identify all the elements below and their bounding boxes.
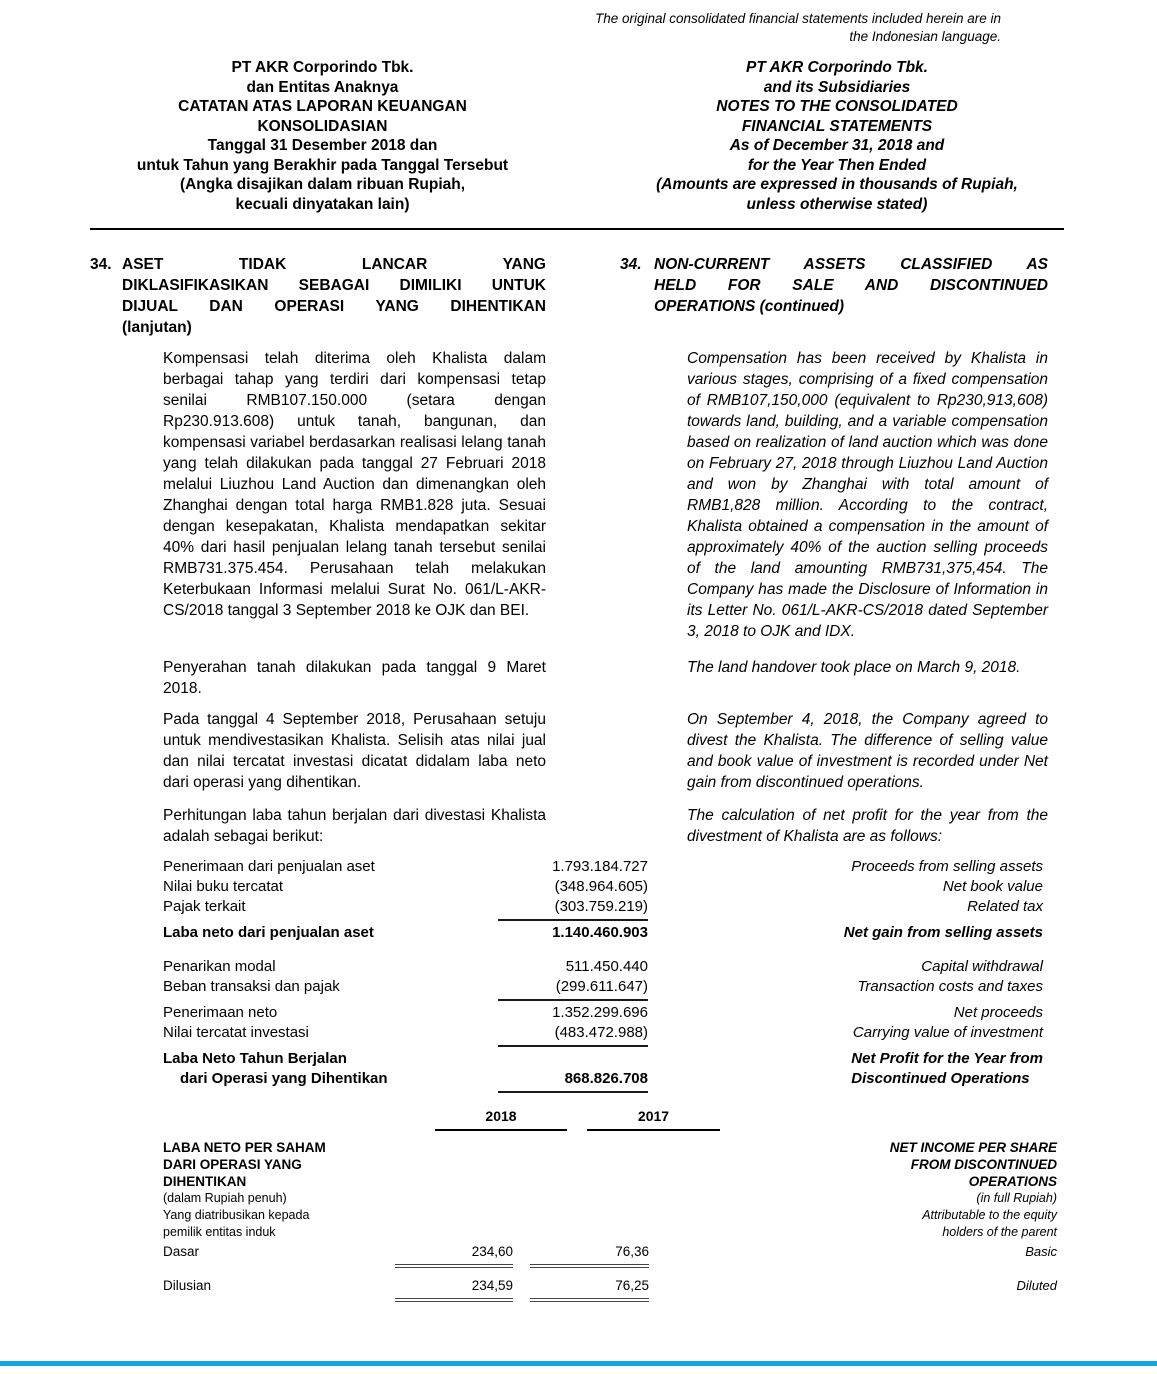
row-amount: (348.964.605) xyxy=(554,878,648,895)
label-row xyxy=(0,1190,1157,1207)
section-number: 34. xyxy=(90,256,112,273)
label-row xyxy=(0,1139,1157,1156)
section-title-line: HELD FOR SALE AND DISCONTINUED xyxy=(654,277,1048,294)
language-note xyxy=(0,0,1157,46)
total-label-line: Discontinued Operations xyxy=(851,1070,1030,1087)
row-label-english: Proceeds from selling assets xyxy=(851,858,1043,875)
per-share-labels xyxy=(0,1139,1157,1241)
row-label-english: Carrying value of investment xyxy=(852,1024,1043,1041)
label-indonesian: (dalam Rupiah penuh) xyxy=(163,1191,287,1205)
table-row-subtotal xyxy=(0,923,1157,943)
total-label-line: Net Profit for the Year from xyxy=(851,1050,1043,1067)
section-title-line: (lanjutan) xyxy=(122,319,192,336)
row-label-indonesian: Beban transaksi dan pajak xyxy=(163,978,340,995)
value-2017: 76,36 xyxy=(615,1244,649,1259)
row-label-indonesian: Penerimaan neto xyxy=(163,1004,278,1021)
row-label-english: Transaction costs and taxes xyxy=(857,978,1043,995)
section-title-indonesian xyxy=(122,254,546,338)
row-label-english xyxy=(648,1049,1064,1089)
section-title-line: DIKLASIFIKASIKAN SEBAGAI DIMILIKI UNTUK xyxy=(122,277,546,294)
header-line: Tanggal 31 Desember 2018 dan xyxy=(207,137,438,154)
language-note-line2: the Indonesian language. xyxy=(849,29,1001,44)
label-english: Attributable to the equity xyxy=(922,1208,1057,1222)
value-2018: 234,59 xyxy=(471,1278,513,1293)
table-row xyxy=(0,957,1157,977)
section-heading-english xyxy=(620,254,1064,338)
per-share-row-diluted xyxy=(0,1277,1157,1295)
paragraph-indonesian: Perhitungan laba tahun berjalan dari divestasi Khalista adalah sebagai berikut: xyxy=(163,807,546,845)
header-block-indonesian xyxy=(90,58,555,214)
row-amount: (483.472.988) xyxy=(554,1024,648,1041)
paragraph-english: Compensation has been received by Khalista in various stages, comprising of a fixed compensation of RMB107,150,000 (equivalent to Rp230,913,608) towards land, building, and a variable compensation based on realization of land auction which was done on February 27, 2018 through Liuzhou Land Auction and won by Zhanghai with total amount of RMB1,828 million. According to the contract, Khalista obtained a compensation in the amount of approximately 40% of the auction selling proceeds of the land amounting RMB731,375,454. The Company has made the Disclosure of Information in its Letter No. 061/L-AKR-CS/2018 dated September 3, 2018 to OJK and IDX. xyxy=(687,350,1048,640)
row-amount: 1.140.460.903 xyxy=(552,924,648,941)
header-line: and its Subsidiaries xyxy=(763,78,911,96)
row-label-indonesian: Penerimaan dari penjualan aset xyxy=(163,858,375,875)
double-rule-2018 xyxy=(395,1264,513,1268)
header-line: FINANCIAL STATEMENTS xyxy=(741,117,933,135)
label-row xyxy=(0,1224,1157,1241)
label-row xyxy=(0,1173,1157,1190)
paragraph-indonesian: Pada tanggal 4 September 2018, Perusahaan setuju untuk mendivestasikan Khalista. Selisih atas nilai jual dan nilai tercatat investasi dicatat didalam laba neto dari operasi yang dihentikan. xyxy=(163,711,546,791)
header-line: NOTES TO THE CONSOLIDATED xyxy=(716,98,958,115)
table-row xyxy=(0,977,1157,997)
table-row-total xyxy=(0,1049,1157,1089)
subtotal-rule xyxy=(498,999,648,1001)
label-english: holders of the parent xyxy=(942,1225,1057,1239)
section-title-line: DIJUAL DAN OPERASI YANG DIHENTIKAN xyxy=(122,298,546,315)
paragraph-row-divestment xyxy=(0,709,1157,793)
row-label-english: Net gain from selling assets xyxy=(843,924,1043,941)
row-label-english: Capital withdrawal xyxy=(921,958,1043,975)
row-label-english: Net book value xyxy=(942,878,1043,895)
row-label-english: Diluted xyxy=(1016,1278,1057,1293)
double-rule-row xyxy=(0,1298,1157,1302)
total-rule xyxy=(498,1091,648,1093)
table-spacer xyxy=(0,943,1157,957)
total-label-line: Laba Neto Tahun Berjalan xyxy=(163,1050,347,1067)
header-line: kecuali dinyatakan lain) xyxy=(235,195,410,213)
table-row xyxy=(0,1003,1157,1023)
section-number: 34. xyxy=(620,256,642,273)
header-line: KONSOLIDASIAN xyxy=(257,117,388,135)
row-label-indonesian: Dilusian xyxy=(163,1278,212,1293)
label-row xyxy=(0,1207,1157,1224)
header-line: unless otherwise stated) xyxy=(746,195,928,213)
table-spacer xyxy=(0,1268,1157,1275)
total-label-line: dari Operasi yang Dihentikan xyxy=(180,1070,388,1087)
header-line: dan Entitas Anaknya xyxy=(246,78,399,96)
value-2018: 234,60 xyxy=(471,1244,513,1259)
row-label-indonesian: Nilai tercatat investasi xyxy=(163,1024,309,1041)
row-amount: 868.826.708 xyxy=(564,1070,648,1087)
paragraph-row-calculation-intro xyxy=(0,805,1157,847)
double-rule-2017 xyxy=(530,1298,649,1302)
subtotal-rule xyxy=(498,1045,648,1047)
paragraph-row-handover xyxy=(0,657,1157,699)
paragraph-english: The land handover took place on March 9, 2018. xyxy=(687,659,1021,676)
label-english: (in full Rupiah) xyxy=(976,1191,1057,1205)
value-2017: 76,25 xyxy=(615,1278,649,1293)
document-headers xyxy=(0,46,1157,214)
table-row xyxy=(0,1023,1157,1043)
table-row xyxy=(0,857,1157,877)
paragraph-row-compensation xyxy=(0,348,1157,642)
paragraph-english: On September 4, 2018, the Company agreed to divest the Khalista. The difference of selling value and book value of investment is recorded under Net gain from discontinued operations. xyxy=(687,711,1048,791)
header-line: untuk Tahun yang Berakhir pada Tanggal Tersebut xyxy=(136,156,509,174)
header-line: for the Year Then Ended xyxy=(747,156,927,174)
row-label-english: Related tax xyxy=(967,898,1043,915)
row-amount: 1.352.299.696 xyxy=(552,1004,648,1021)
header-line: PT AKR Corporindo Tbk. xyxy=(231,59,414,76)
net-profit-calculation-table xyxy=(0,857,1157,1093)
year-header-row xyxy=(0,1107,1157,1131)
section-title-line: NON-CURRENT ASSETS CLASSIFIED AS xyxy=(654,256,1048,273)
label-english: FROM DISCONTINUED xyxy=(910,1157,1057,1172)
column-header-2018: 2018 xyxy=(435,1107,567,1131)
label-indonesian: DIHENTIKAN xyxy=(163,1174,247,1189)
row-label-indonesian xyxy=(163,1049,448,1089)
header-line: As of December 31, 2018 and xyxy=(729,137,945,154)
paragraph-indonesian: Kompensasi telah diterima oleh Khalista dalam berbagai tahap yang terdiri dari kompensasi tetap senilai RMB107.150.000 (setara dengan Rp230.913.608) untuk tanah, bangunan, dan kompensasi variabel berdasarkan realisasi lelang tanah yang telah dilakukan pada tanggal 27 Februari 2018 melalui Liuzhou Land Auction dan dimenangkan oleh Zhanghai dengan total harga RMB1.828 juta. Sesuai dengan kesepakatan, Khalista mendapatkan sekitar 40% dari hasil penjualan lelang tanah tersebut senilai RMB731.375.454. Perusahaan telah melakukan Keterbukaan Informasi melalui Surat No. 061/L-AKR-CS/2018 tanggal 3 September 2018 ke OJK dan BEI. xyxy=(163,350,546,619)
row-label-indonesian: Laba neto dari penjualan aset xyxy=(163,924,374,941)
table-row xyxy=(0,897,1157,917)
label-english: OPERATIONS xyxy=(968,1174,1057,1189)
row-amount: 1.793.184.727 xyxy=(552,858,648,875)
column-header-2017: 2017 xyxy=(587,1107,720,1131)
section-heading-indonesian xyxy=(90,254,546,338)
header-line: PT AKR Corporindo Tbk. xyxy=(746,59,928,76)
net-income-per-share-table xyxy=(0,1107,1157,1302)
label-english: NET INCOME PER SHARE xyxy=(889,1140,1057,1155)
row-amount: (299.611.647) xyxy=(555,978,648,995)
row-label-indonesian: Pajak terkait xyxy=(163,898,246,915)
total-english-block xyxy=(851,1049,1043,1089)
double-rule-2018 xyxy=(395,1298,513,1302)
label-indonesian: pemilik entitas induk xyxy=(163,1225,276,1239)
header-line: (Angka disajikan dalam ribuan Rupiah, xyxy=(179,176,466,193)
row-label-english: Basic xyxy=(1025,1244,1057,1259)
row-label-indonesian: Nilai buku tercatat xyxy=(163,878,284,895)
row-label-indonesian: Penarikan modal xyxy=(163,958,276,975)
row-amount: 511.450.440 xyxy=(565,958,648,975)
row-label-indonesian: Dasar xyxy=(163,1244,200,1259)
footer-accent-bar xyxy=(0,1361,1157,1366)
header-divider-rule xyxy=(90,228,1064,230)
label-indonesian: LABA NETO PER SAHAM xyxy=(163,1140,326,1155)
section-title-english xyxy=(654,254,1048,338)
label-row xyxy=(0,1156,1157,1173)
language-note-line1: The original consolidated financial statements included herein are in xyxy=(595,11,1001,26)
paragraph-english: The calculation of net profit for the year from the divestment of Khalista are as follows: xyxy=(687,807,1048,845)
section-heading-row xyxy=(0,254,1157,338)
double-rule-2017 xyxy=(530,1264,649,1268)
per-share-row-basic xyxy=(0,1243,1157,1261)
section-title-line: OPERATIONS (continued) xyxy=(654,298,845,315)
paragraph-indonesian: Penyerahan tanah dilakukan pada tanggal 9 Maret 2018. xyxy=(163,659,546,697)
header-block-english xyxy=(610,58,1064,214)
section-title-line: ASET TIDAK LANCAR YANG xyxy=(122,256,546,273)
label-indonesian: Yang diatribusikan kepada xyxy=(163,1208,310,1222)
header-line: (Amounts are expressed in thousands of Rupiah, xyxy=(656,176,1018,193)
subtotal-rule xyxy=(498,919,648,921)
table-row xyxy=(0,877,1157,897)
row-label-english: Net proceeds xyxy=(953,1004,1043,1021)
header-line: CATATAN ATAS LAPORAN KEUANGAN xyxy=(178,98,467,115)
label-indonesian: DARI OPERASI YANG xyxy=(163,1157,302,1172)
row-amount: (303.759.219) xyxy=(554,898,648,915)
